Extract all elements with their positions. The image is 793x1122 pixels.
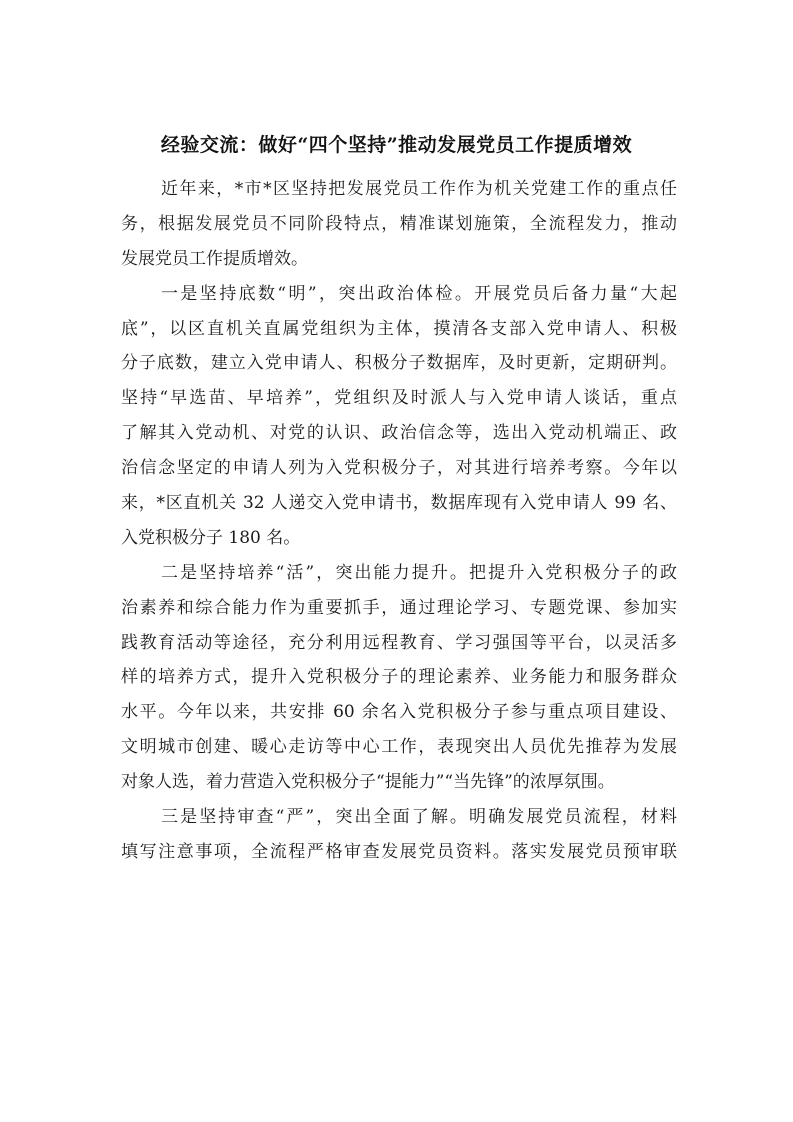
text-line: 发展党员工作提质增效。 [121, 248, 308, 269]
text-line: 水平。今年以来，共安排 60 余名入党积极分子参与重点项目建设、 [121, 702, 677, 723]
text-line: 样的培养方式，提升入党积极分子的理论素养、业务能力和服务群众 [121, 667, 677, 688]
text-line: 二是坚持培养“活”，突出能力提升。把提升入党积极分子的政 [161, 562, 677, 583]
text-line: 治素养和综合能力作为重要抓手，通过理论学习、专题党课、参加实 [121, 597, 677, 618]
text-line: 对象人选，着力营造入党积极分子“提能力”“当先锋”的浓厚氛围。 [121, 772, 615, 793]
text-line: 近年来，*市*区坚持把发展党员工作作为机关党建工作的重点任 [161, 179, 677, 199]
text-line: 一是坚持底数“明”，突出政治体检。开展党员后备力量“大起 [161, 283, 677, 304]
text-line: 填写注意事项，全流程严格审查发展党员资料。落实发展党员预审联 [121, 841, 677, 862]
text-line: 治信念坚定的申请人列为入党积极分子，对其进行培养考察。今年以 [121, 458, 677, 479]
text-line: 坚持“早选苗、早培养”，党组织及时派人与入党申请人谈话，重点 [121, 388, 677, 409]
text-line: 底”，以区直机关直属党组织为主体，摸清各支部入党申请人、积极 [121, 318, 677, 339]
document-body [121, 172, 677, 870]
paragraph-point-three [121, 800, 677, 870]
document-title: 经验交流：做好“四个坚持”推动发展党员工作提质增效 [160, 134, 633, 156]
text-line: 了解其入党动机、对党的认识、政治信念等，选出入党动机端正、政 [121, 423, 677, 444]
text-line: 文明城市创建、暖心走访等中心工作，表现突出人员优先推荐为发展 [121, 737, 677, 758]
text-line: 务，根据发展党员不同阶段特点，精准谋划施策，全流程发力，推动 [121, 213, 677, 234]
text-line: 分子底数，建立入党申请人、积极分子数据库，及时更新，定期研判。 [121, 353, 677, 374]
text-line: 三是坚持审查“严”，突出全面了解。明确发展党员流程，材料 [161, 807, 677, 828]
text-line: 来，*区直机关 32 人递交入党申请书，数据库现有入党申请人 99 名、 [121, 493, 677, 514]
text-line: 践教育活动等途径，充分利用远程教育、学习强国等平台，以灵活多 [121, 632, 677, 653]
paragraph-point-two [121, 556, 677, 800]
paragraph-intro [121, 172, 677, 277]
paragraph-point-one [121, 277, 677, 556]
text-line: 入党积极分子 180 名。 [121, 527, 301, 548]
